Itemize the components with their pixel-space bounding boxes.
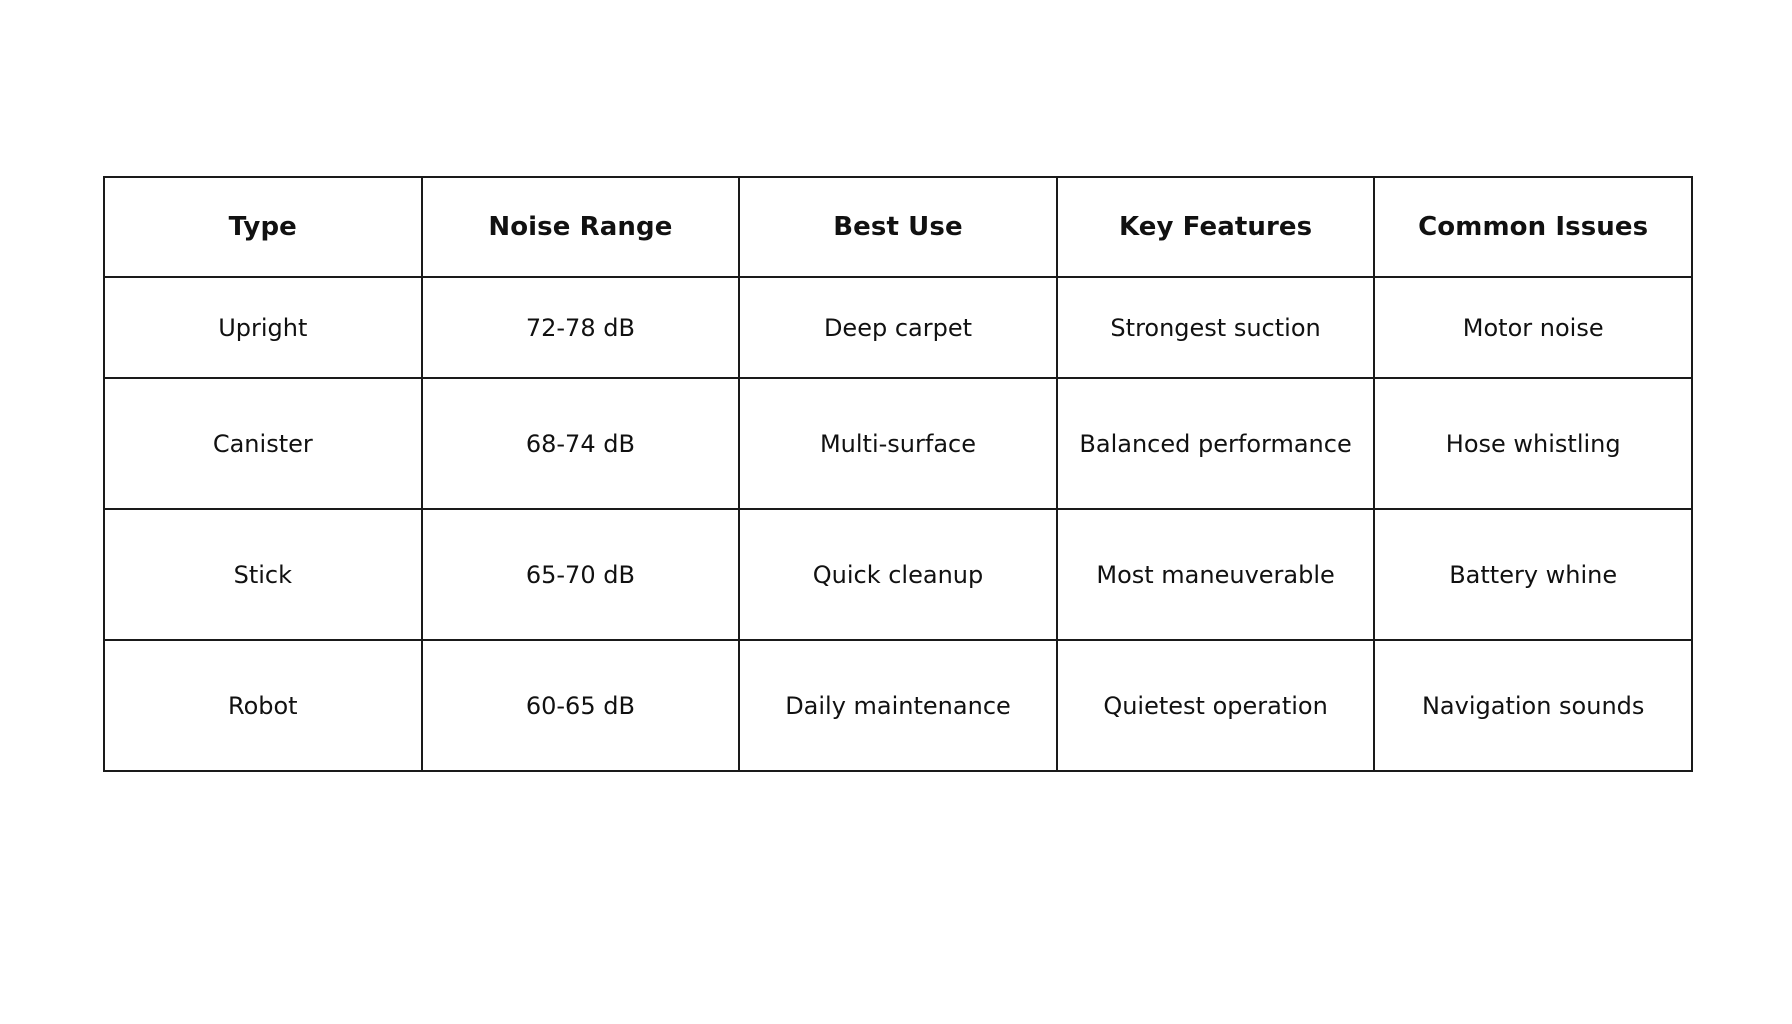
table-cell: 68-74 dB: [422, 378, 740, 509]
table-body: [104, 277, 1692, 771]
header-row: [104, 177, 1692, 277]
table-cell: Hose whistling: [1374, 378, 1692, 509]
table-cell: Deep carpet: [739, 277, 1057, 378]
header-cell-noise-range: Noise Range: [422, 177, 740, 277]
table-header: [104, 177, 1692, 277]
table-row: [104, 277, 1692, 378]
table-cell: Canister: [104, 378, 422, 509]
header-cell-common-issues: Common Issues: [1374, 177, 1692, 277]
table-cell: 60-65 dB: [422, 640, 740, 771]
table-cell: Motor noise: [1374, 277, 1692, 378]
table-cell: Battery whine: [1374, 509, 1692, 640]
table-row: [104, 640, 1692, 771]
table-row: [104, 378, 1692, 509]
table-cell: 65-70 dB: [422, 509, 740, 640]
table-cell: Stick: [104, 509, 422, 640]
vacuum-comparison-table: [103, 176, 1693, 772]
table-cell: Upright: [104, 277, 422, 378]
table-cell: 72-78 dB: [422, 277, 740, 378]
table-row: [104, 509, 1692, 640]
header-cell-type: Type: [104, 177, 422, 277]
table-cell: Balanced performance: [1057, 378, 1375, 509]
table-cell: Strongest suction: [1057, 277, 1375, 378]
header-cell-key-features: Key Features: [1057, 177, 1375, 277]
table-cell: Quietest operation: [1057, 640, 1375, 771]
table-cell: Robot: [104, 640, 422, 771]
table-cell: Most maneuverable: [1057, 509, 1375, 640]
table-cell: Navigation sounds: [1374, 640, 1692, 771]
comparison-table-container: [103, 176, 1693, 772]
table-cell: Quick cleanup: [739, 509, 1057, 640]
table-cell: Daily maintenance: [739, 640, 1057, 771]
table-cell: Multi-surface: [739, 378, 1057, 509]
header-cell-best-use: Best Use: [739, 177, 1057, 277]
